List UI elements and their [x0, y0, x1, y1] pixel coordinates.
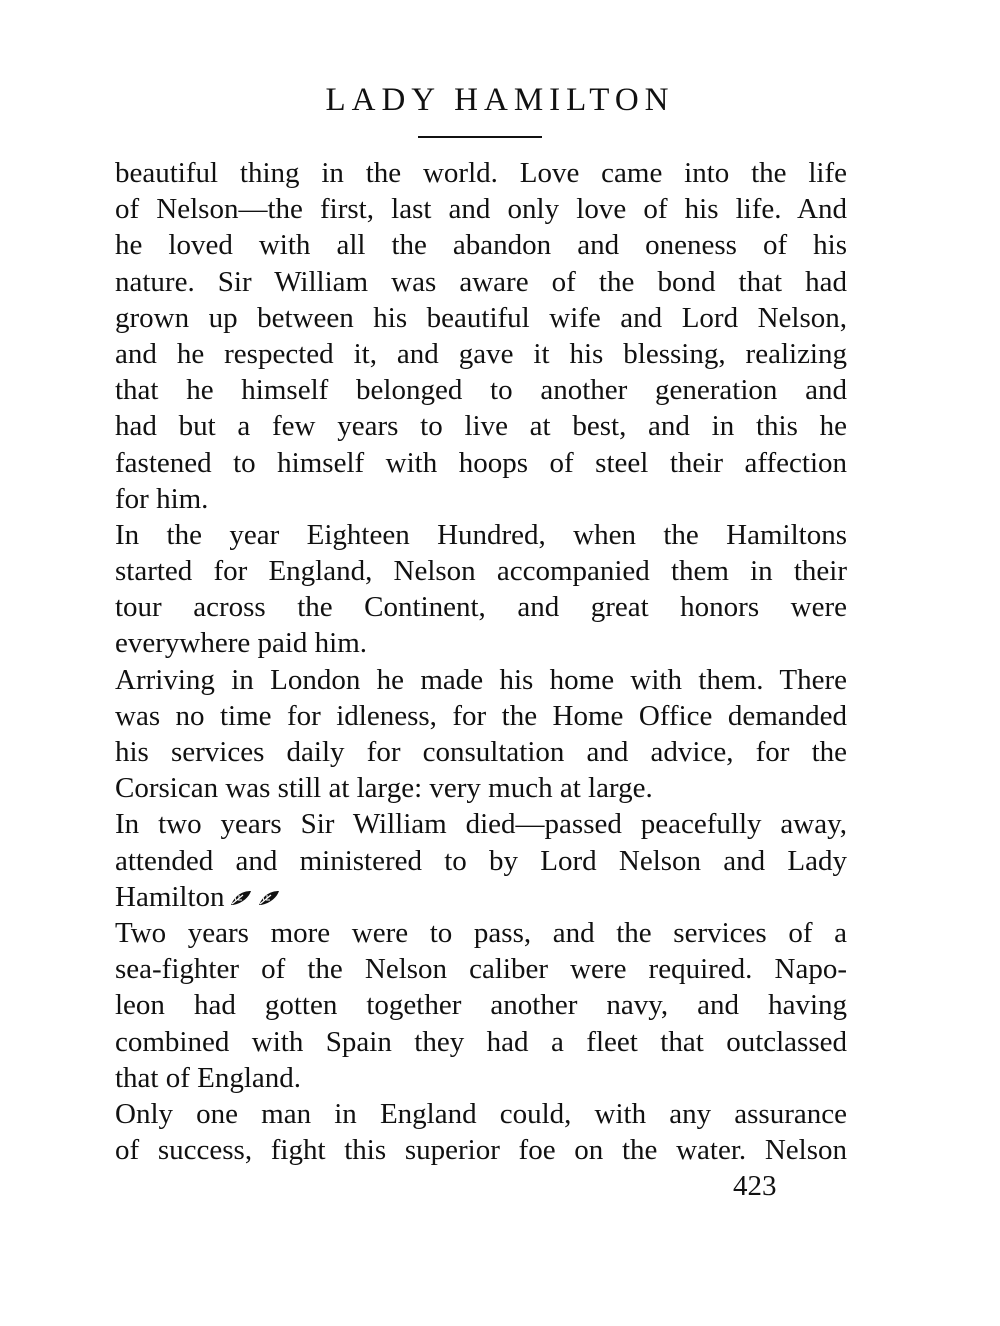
text-line: that of England. — [115, 1061, 302, 1094]
text-line: fastened to himself with hoops of steel their affection — [115, 446, 847, 479]
text-line-with-ornament — [115, 879, 847, 915]
leaf-ornament-icon — [257, 889, 281, 907]
text-line: started for England, Nelson accompanied them in their — [115, 555, 847, 588]
text-line: Only one man in England could, with any assurance — [115, 1097, 847, 1130]
text-line: and he respected it, and gave it his blessing, realizing — [115, 337, 847, 370]
text-line: of Nelson—the first, last and only love of his life. And — [115, 193, 847, 226]
body-text — [115, 155, 847, 1168]
text-line: attended and ministered to by Lord Nelson and Lady — [115, 844, 847, 877]
text-line: that he himself belonged to another generation and — [115, 374, 847, 407]
text-line: of success, fight this superior foe on the water. Nelson — [115, 1134, 847, 1167]
text-line: for him. — [115, 482, 209, 515]
text-line: he loved with all the abandon and oneness of his — [115, 229, 847, 262]
text-line: beautiful thing in the world. Love came into the life — [115, 157, 847, 189]
text-line: In the year Eighteen Hundred, when the Hamiltons — [115, 518, 847, 551]
running-head-title: LADY HAMILTON — [325, 82, 675, 118]
text-line: grown up between his beautiful wife and Lord Nelson, — [115, 301, 847, 334]
text-line: everywhere paid him. — [115, 627, 368, 660]
text-line: was no time for idleness, for the Home Office demanded — [115, 699, 847, 732]
text-line: sea-fighter of the Nelson caliber were required. Napo- — [115, 953, 847, 986]
text-line: Corsican was still at large: very much at large. — [115, 772, 653, 805]
text-fragment: Hamilton — [115, 880, 225, 913]
text-line: nature. Sir William was aware of the bond that had — [115, 265, 847, 298]
text-line: tour across the Continent, and great honors were — [115, 591, 847, 624]
text-line: In two years Sir William died—passed peacefully away, — [115, 808, 847, 841]
text-line: leon had gotten together another navy, and having — [115, 989, 847, 1022]
text-line: his services daily for consultation and advice, for the — [115, 736, 847, 768]
page-number: 423 — [733, 1170, 777, 1202]
text-line: Two years more were to pass, and the services of a — [115, 916, 847, 949]
header-rule — [418, 136, 542, 138]
leaf-ornament-icon — [229, 889, 253, 907]
text-line: had but a few years to live at best, and in this he — [115, 410, 847, 443]
text-line: combined with Spain they had a fleet that outclassed — [115, 1025, 847, 1058]
text-line: Arriving in London he made his home with them. There — [115, 663, 847, 696]
